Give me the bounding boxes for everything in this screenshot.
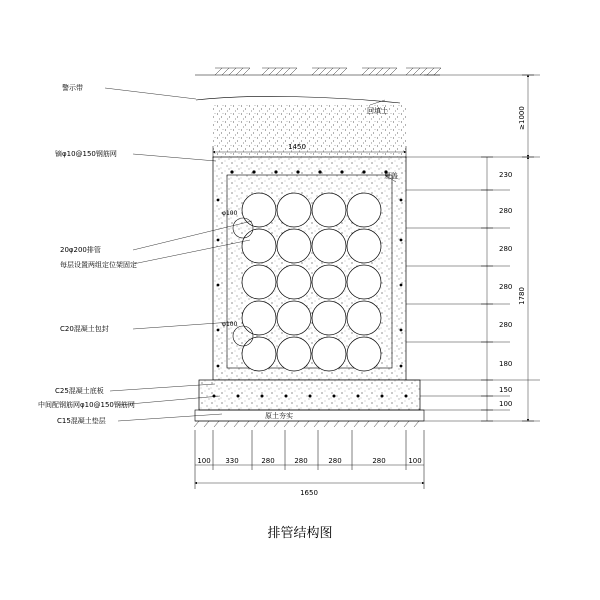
dim-right-total: 1780	[518, 287, 526, 305]
label-top-cover: 夏盖	[384, 172, 398, 180]
dim-right-seg-6: 180	[499, 360, 513, 368]
label-backfill: 回填土	[367, 107, 388, 115]
dim-bottom-seg-2: 330	[225, 457, 239, 465]
cushion-layer	[194, 410, 424, 427]
dim-right-seg-5: 280	[499, 321, 513, 329]
label-phi100-upper: φ100	[222, 210, 238, 217]
label-steel-mesh: 镝φ10@150钢筋网	[55, 150, 117, 158]
label-c25-base: C25混凝土底板	[55, 387, 104, 395]
label-compacted-soil: 原土夯实	[265, 412, 293, 420]
dim-right-seg-2: 280	[499, 207, 513, 215]
label-support-note: 每层设置两组定位架固定	[60, 261, 137, 269]
label-warning-tape: 警示带	[62, 84, 83, 92]
dim-bottom-total: 1650	[300, 489, 318, 497]
label-phi100-lower: φ100	[222, 321, 238, 328]
label-c20-encase: C20混凝土包封	[60, 325, 109, 333]
dim-right-seg-1: 230	[499, 171, 513, 179]
ground-surface	[195, 68, 441, 75]
dim-right-chain	[406, 75, 540, 421]
base-slab	[199, 380, 420, 410]
dim-bottom-seg-4: 280	[294, 457, 308, 465]
dim-right-seg-8: 100	[499, 400, 513, 408]
label-mid-mesh: 中间配钢筋网φ10@150钢筋网	[38, 401, 135, 409]
dim-right-seg-4: 280	[499, 283, 513, 291]
dim-bottom-seg-5: 280	[328, 457, 342, 465]
label-pipe-count: 20φ200排管	[60, 246, 101, 254]
dim-bottom-chain	[195, 430, 424, 497]
dim-right-seg-3: 280	[499, 245, 513, 253]
dim-bottom-seg-3: 280	[261, 457, 275, 465]
warning-tape-line	[196, 96, 400, 103]
dim-right-seg-7: 150	[499, 386, 513, 394]
dim-bottom-seg-6: 280	[372, 457, 386, 465]
label-c15-cushion: C15混凝土垫层	[57, 417, 106, 425]
dim-right-cover: ≥1000	[518, 106, 526, 130]
dim-bottom-seg-1: 100	[197, 457, 211, 465]
drawing-title: 排管结构图	[267, 526, 333, 541]
dim-top-width-value: 1450	[288, 143, 306, 151]
dim-bottom-seg-7: 100	[408, 457, 422, 465]
